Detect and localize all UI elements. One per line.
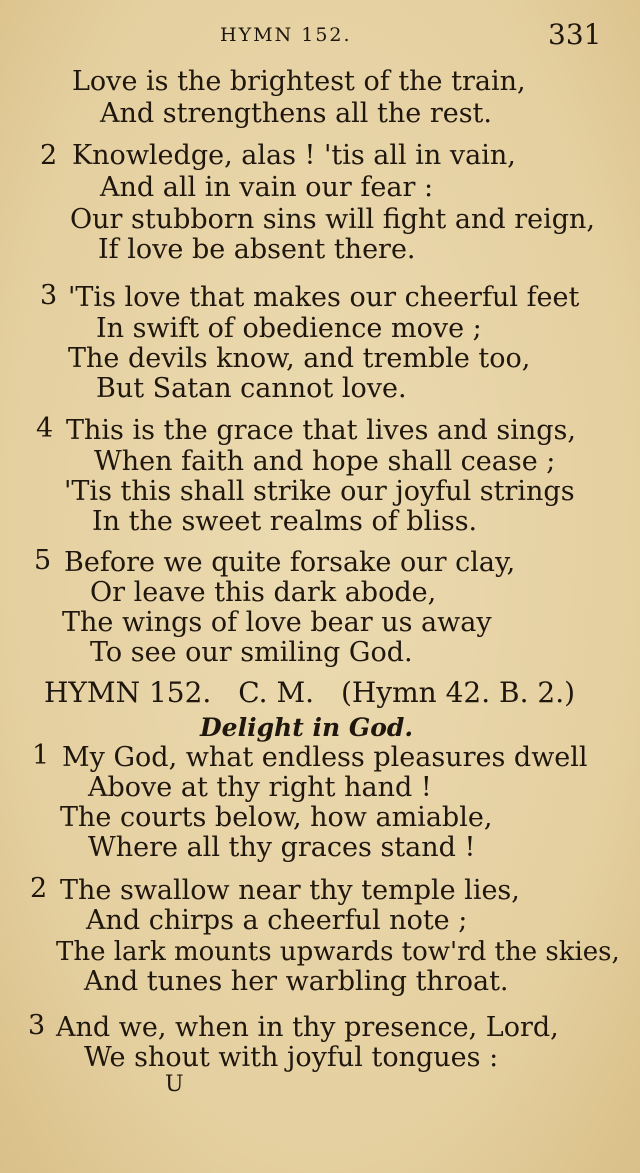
verse-line: The courts below, how amiable, [60,802,493,833]
signature-mark: U [165,1072,184,1097]
verse-line: And all in vain our fear : [100,172,434,203]
verse-line: Love is the brightest of the train, [72,66,526,97]
verse-line: 'Tis this shall strike our joyful strings [64,476,575,507]
verse-number: 3 [28,1010,46,1041]
verse-line: But Satan cannot love. [96,373,407,404]
page-header [0,18,640,58]
hymn-heading [44,676,593,709]
verse-line: In the sweet realms of bliss. [92,506,478,537]
verse-number: 2 [40,140,58,171]
verse-line: Knowledge, alas ! 'tis all in vain, [72,140,516,171]
verse-line: And chirps a cheerful note ; [86,905,468,936]
verse-line: The lark mounts upwards tow'rd the skies, [56,937,620,967]
hymn-meter: C. M. [238,676,315,709]
verse-line: And tunes her warbling throat. [84,966,509,997]
verse-line: And we, when in thy presence, Lord, [56,1012,559,1043]
verse-line: And strengthens all the rest. [100,98,492,129]
running-head: HYMN 152. [220,24,352,46]
verse-line: This is the grace that lives and sings, [66,415,576,446]
verse-line: The devils know, and tremble too, [68,343,531,374]
verse-line: 'Tis love that makes our cheerful feet [68,282,580,313]
verse-number: 3 [40,280,58,311]
hymn-subtitle: Delight in God. [200,713,414,742]
verse-line: When faith and hope shall cease ; [94,446,556,477]
verse-number: 4 [36,413,54,444]
verse-line: We shout with joyful tongues : [84,1042,499,1073]
hymn-number: HYMN 152. [44,676,212,709]
verse-line: The swallow near thy temple lies, [60,875,520,906]
verse-line: To see our smiling God. [90,637,413,668]
verse-line: My God, what endless pleasures dwell [62,742,588,773]
page-number: 331 [548,18,602,51]
verse-line: Where all thy graces stand ! [88,832,476,863]
verse-number: 5 [34,545,52,576]
verse-line: Before we quite forsake our clay, [64,547,516,578]
verse-line: Or leave this dark abode, [90,577,437,608]
verse-line: The wings of love bear us away [62,607,492,638]
verse-number: 1 [32,740,50,771]
hymn-reference: (Hymn 42. B. 2.) [340,676,576,709]
verse-line: If love be absent there. [98,234,416,265]
verse-line: In swift of obedience move ; [96,313,482,344]
verse-number: 2 [30,873,48,904]
verse-line: Our stubborn sins will fight and reign, [70,204,595,235]
verse-line: Above at thy right hand ! [88,772,432,803]
